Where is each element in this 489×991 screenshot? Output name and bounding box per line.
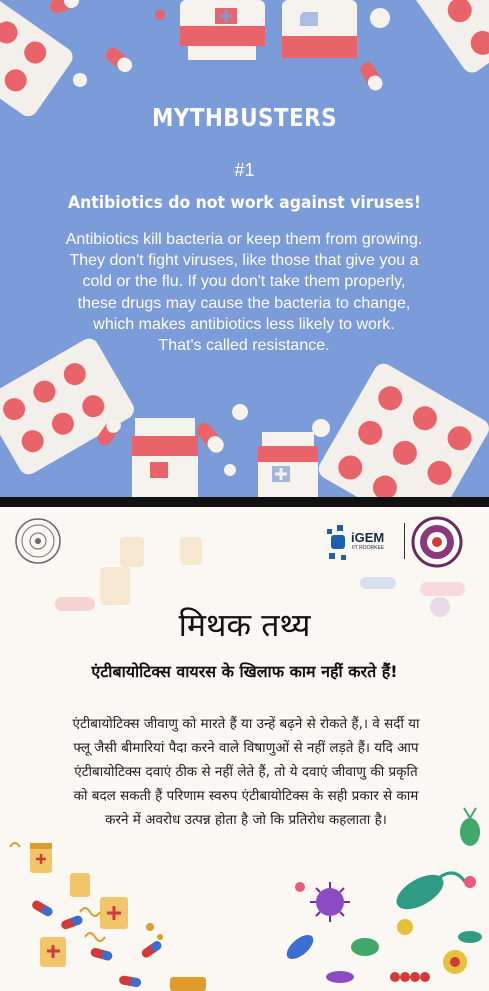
explanation-line: फ्लू जैसी बीमारियां पैदा करने वाले विषाणुओं से नहीं लड़ते हैं। यदि आप <box>73 740 419 756</box>
hindi-panel <box>0 507 489 991</box>
explanation-line: these drugs may cause the bacteria to change, <box>77 294 411 312</box>
institute-seal-right-icon <box>411 516 463 568</box>
explanation-line: which makes antibiotics less likely to work. <box>93 315 395 333</box>
institute-seal-left-icon <box>14 517 62 565</box>
explanation-line: एंटीबायोटिक्स दवाएं ठीक से नहीं लेते हैं, तो ये दवाएं जीवाणु की प्रकृति <box>74 764 418 780</box>
myth-headline: Antibiotics do not work against viruses! <box>68 193 421 213</box>
mythbusters-title: MYTHBUSTERS <box>151 103 338 132</box>
hindi-headline: एंटीबायोटिक्स वायरस के खिलाफ काम नहीं करते हैं! <box>91 662 398 681</box>
myth-explanation <box>44 229 444 356</box>
explanation-line: Antibiotics kill bacteria or keep them from growing. <box>65 231 423 248</box>
igem-subtext: IIT ROORKEE <box>352 545 385 551</box>
explanation-line: एंटीबायोटिक्स जीवाणु को मारते हैं या उन्हें बढ़ने से रोकते हैं,। वे सर्दी या <box>72 716 420 732</box>
explanation-line: They don't fight viruses, like those that give you a <box>69 252 419 270</box>
hindi-explanation <box>34 712 458 832</box>
explanation-line: cold or the flu. If you don't take them properly, <box>82 273 406 291</box>
explanation-line: को बदल सकती हैं परिणाम स्वरुप एंटीबायोटिक्स के सही प्रकार से काम <box>73 788 419 804</box>
logo-separator <box>404 523 405 559</box>
panel-divider <box>0 497 489 507</box>
hindi-title: मिथक तथ्य <box>178 606 311 644</box>
explanation-line: That's called resistance. <box>158 337 330 355</box>
igem-wordmark: iGEM <box>351 530 385 545</box>
explanation-line: करने में अवरोध उत्पन्न होता है जो कि प्रतिरोध कहलाता है। <box>105 812 387 828</box>
myth-number: #1 <box>234 160 255 180</box>
